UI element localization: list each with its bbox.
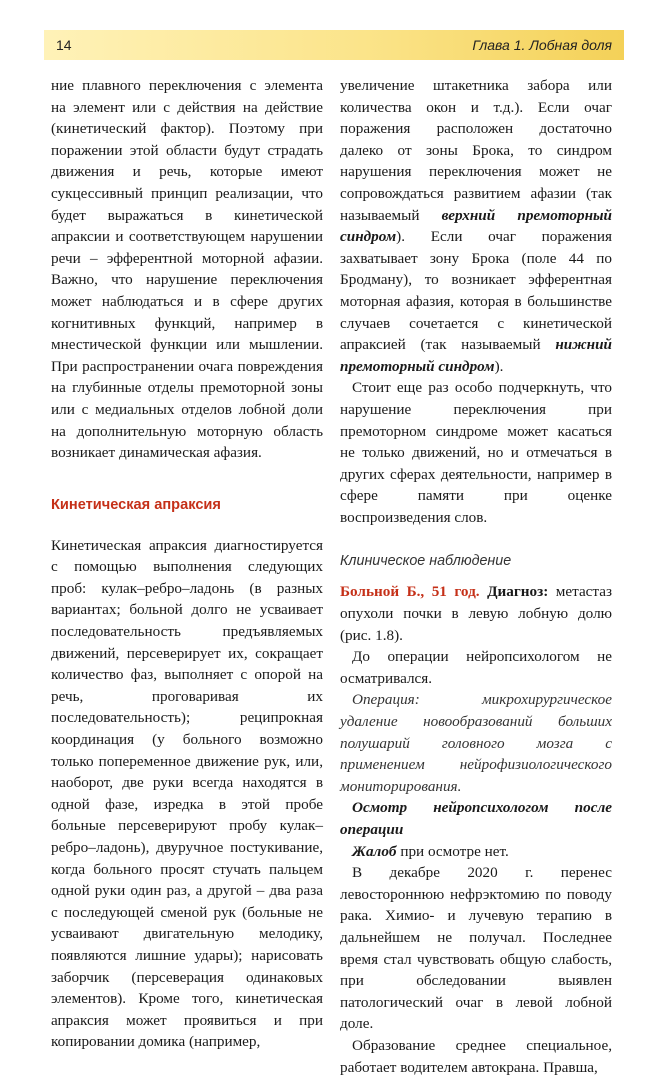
operation-note: Операция: микрохирургическое удаление новообразований больших полушарий головного мозга с применением нейрофизиологического мониторирования.	[340, 691, 612, 795]
education-paragraph: Образование среднее специальное, работает водителем автокрана. Правша,	[340, 1036, 612, 1076]
term-upper-premotor-syndrome: верхний премоторный синдром	[340, 206, 613, 246]
diagnosis-text: метастаз опухоли почки в левую лобную долю (рис. 1.8).	[340, 583, 612, 644]
complaints	[340, 841, 612, 863]
complaints-text: при осмотре нет.	[396, 842, 509, 860]
left-paragraph-1: ние плавного переключения с элемента на элемент или с действия на действие (кинетический фактор). Поэтому при поражении этой области будут страдать движения и речь, которые имеют сукцессивный принцип реализации, что будет выражаться в кинетической апраксии и соответствующем нарушении речи – эфферентной моторной афазии. Важно, что нарушение переключения может наблюдаться и в сфере других когнитивных функций, например в мнестической функции или мышлении. При распространении очага повреждения на глубинные отделы премоторной зоны или с медиальных отделов лобной доли на дополнительную моторную область возникает динамическая афазия.	[51, 77, 323, 462]
case-diagnosis	[340, 581, 612, 646]
text-run: ). Если очаг поражения захватывает зону Брока (поле 44 по Бродману), то возникает эфферентная моторная афазия, которая в большинстве случаев сочетается с кинетической апраксией (так называемый	[340, 228, 612, 354]
term-lower-premotor-syndrome: нижний премоторный синдром	[340, 336, 612, 375]
text-run: увеличение штакетника забора или количества окон и т.д.). Если очаг поражения расположен достаточно далеко от зоны Брока, то синдром нарушения переключения может не сопровождаться развитием афазии (так называемый	[340, 77, 612, 224]
right-paragraph-1	[340, 75, 612, 377]
page-header	[44, 30, 624, 60]
left-paragraph-2: Кинетическая апраксия диагностируется с помощью выполнения следующих проб: кулак–ребро–ладонь (в разных вариантах; больной долго не усваивает последовательность предъявляемых движений, персеверирует их, сокращает количество фаз, выполняет с опорой на речь, проговаривая их последовательность); реципрокная координация (у больного возможно только попеременное движение рук, или, наоборот, две руки всегда находятся в одной фазе, изредка в этой пробе больные персеверируют пробу кулак–ребро–ладонь), двуручное постукивание, когда больного просят стучать пальцем одной руки один раз, а другой – два раза с последующей сменой рук (больные не усваивают двигательную мелодику, появляются лишние удары); нарисовать заборчик (персеверация одинаковых элементов). Кроме того, кинетическая апраксия может проявиться и при копировании домика (например,	[51, 536, 323, 1051]
running-head: Глава 1. Лобная доля	[472, 37, 612, 53]
section-heading-kinetic-apraxia: Кинетическая апраксия	[51, 496, 221, 513]
text-run: ).	[494, 357, 504, 375]
right-paragraph-2: Стоит еще раз особо подчеркнуть, что нарушение переключения при премоторном синдроме может касаться не только движений, но и отмечаться в других сферах деятельности, например в сфере памяти при оценке воспроизведения слов.	[340, 379, 612, 526]
history-paragraph: В декабре 2020 г. перенес левостороннюю нефрэктомию по поводу рака. Химио- и лучевую терапию в дальнейшем не получал. Последнее время стал чувствовать общую слабость, при обследовании выявлен патологический очаг в левой лобной доле.	[340, 864, 612, 1033]
patient-name: Больной Б., 51 год.	[340, 583, 480, 601]
before-operation-note: До операции нейропсихологом не осматривался.	[340, 648, 612, 687]
page-number: 14	[56, 37, 72, 53]
diagnosis-label: Диагноз:	[487, 583, 549, 601]
clinical-case-label: Клиническое наблюдение	[340, 553, 512, 570]
right-column	[340, 75, 612, 1078]
left-column	[51, 75, 323, 1053]
exam-heading: Осмотр нейропсихологом после операции	[340, 799, 612, 838]
complaints-label: Жалоб	[352, 842, 397, 860]
